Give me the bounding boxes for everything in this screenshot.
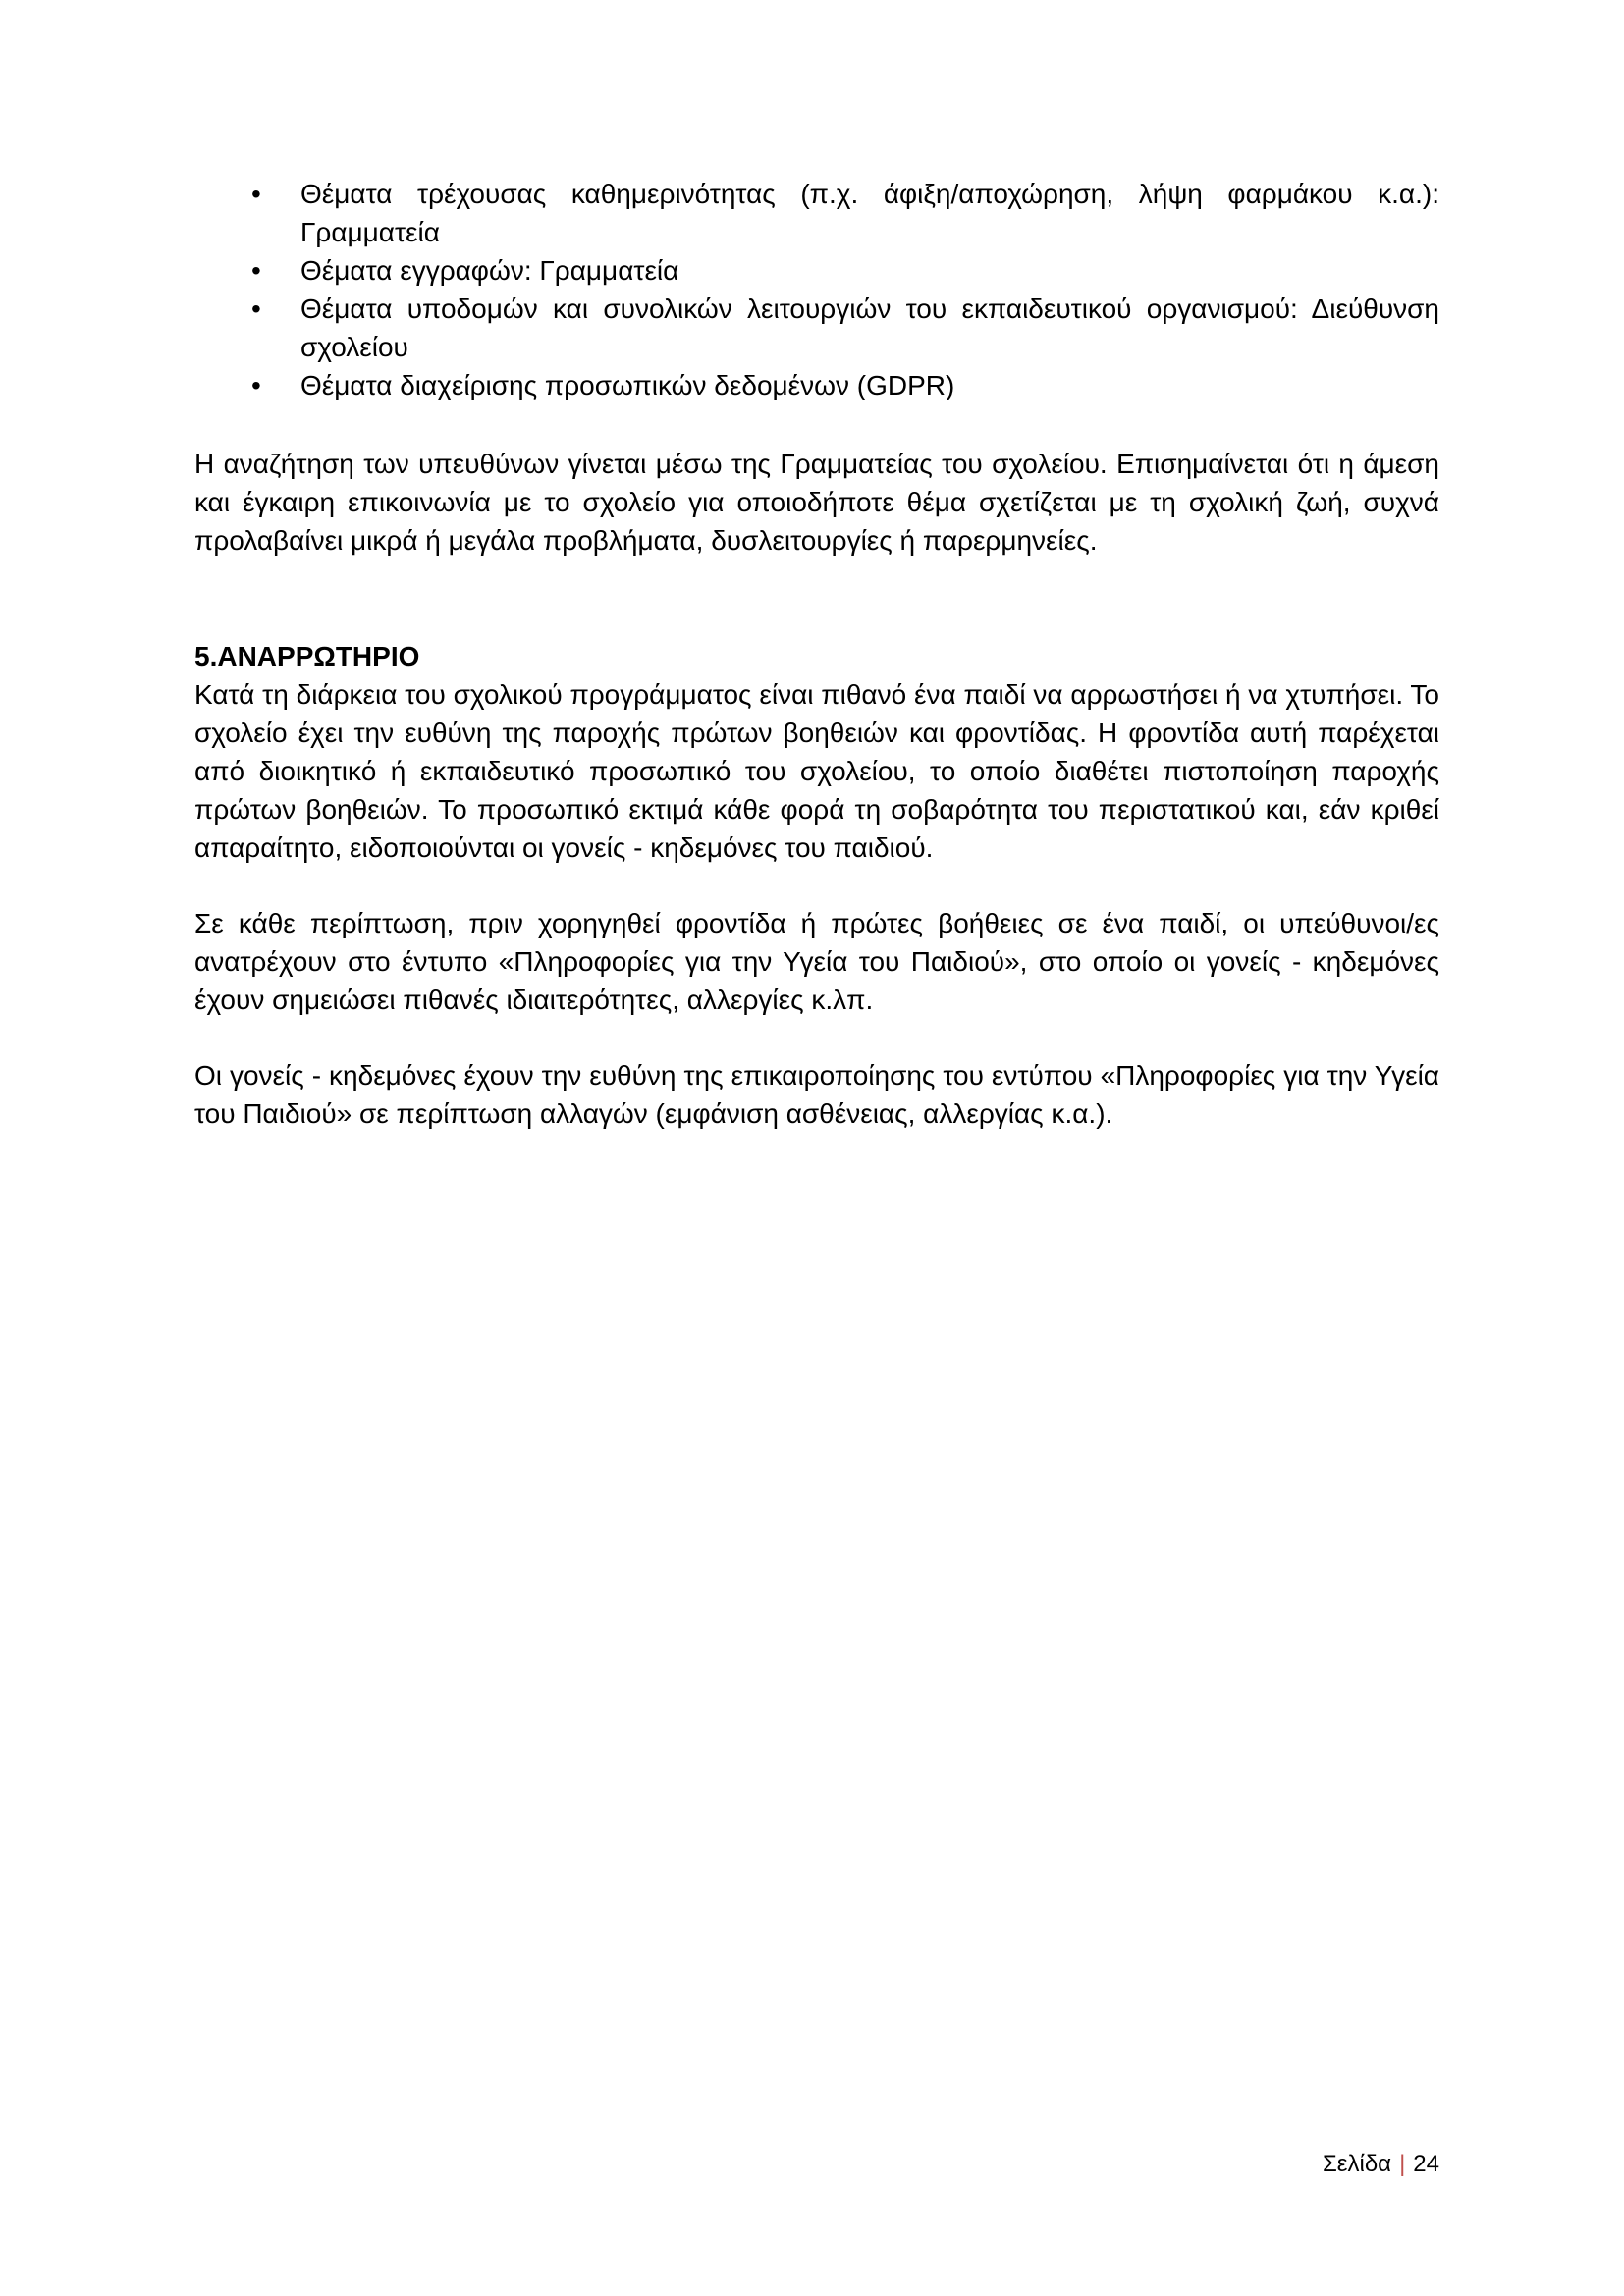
footer-separator: | bbox=[1399, 2151, 1406, 2177]
section-paragraph-3: Οι γονείς - κηδεμόνες έχουν την ευθύνη της επικαιροποίησης του εντύπου «Πληροφορίες για την Υγεία του Παιδιού» σε περίπτωση αλλαγών (εμφάνιση ασθένειας, αλλεργίας κ.α.). bbox=[194, 1060, 1439, 1129]
bullet-icon: • bbox=[251, 255, 261, 286]
bullet-icon: • bbox=[251, 370, 261, 400]
list-item bbox=[194, 251, 1439, 290]
list-item bbox=[194, 290, 1439, 366]
bullet-icon: • bbox=[251, 294, 261, 324]
list-item-text: Θέματα υποδομών και συνολικών λειτουργιών του εκπαιδευτικού οργανισμού: Διεύθυνση σχολείου bbox=[300, 294, 1439, 362]
section-paragraph-1: Κατά τη διάρκεια του σχολικού προγράμματος είναι πιθανό ένα παιδί να αρρωστήσει ή να χτυπήσει. Το σχολείο έχει την ευθύνη της παροχής πρώτων βοηθειών και φροντίδας. Η φροντίδα αυτή παρέχεται από διοικητικό ή εκπαιδευτικό προσωπικό του σχολείου, το οποίο διαθέτει πιστοποίηση παροχής πρώτων βοηθειών. Το προσωπικό εκτιμά κάθε φορά τη σοβαρότητα του περιστατικού και, εάν κριθεί απαραίτητο, ειδοποιούνται οι γονείς - κηδεμόνες του παιδιού. bbox=[194, 679, 1439, 863]
list-item-text: Θέματα εγγραφών: Γραμματεία bbox=[300, 255, 679, 286]
footer-page-label: Σελίδα bbox=[1322, 2151, 1392, 2177]
list-item bbox=[194, 366, 1439, 404]
intro-paragraph: Η αναζήτηση των υπευθύνων γίνεται μέσω της Γραμματείας του σχολείου. Επισημαίνεται ότι η άμεση και έγκαιρη επικοινωνία με το σχολείο για οποιοδήποτε θέμα σχετίζεται με τη σχολική ζωή, συχνά προλαβαίνει μικρά ή μεγάλα προβλήματα, δυσλειτουργίες ή παρερμηνείες. bbox=[194, 449, 1439, 556]
list-item-text: Θέματα διαχείρισης προσωπικών δεδομένων (GDPR) bbox=[300, 370, 955, 400]
section-paragraph-2: Σε κάθε περίπτωση, πριν χορηγηθεί φροντίδα ή πρώτες βοήθειες σε ένα παιδί, οι υπεύθυνοι/ες ανατρέχουν στο έντυπο «Πληροφορίες για την Υγεία του Παιδιού», στο οποίο οι γονείς - κηδεμόνες έχουν σημειώσει πιθανές ιδιαιτερότητες, αλλεργίες κ.λπ. bbox=[194, 908, 1439, 1015]
page-content bbox=[194, 175, 1439, 1133]
bullet-icon: • bbox=[251, 179, 261, 209]
list-item bbox=[194, 175, 1439, 251]
footer-page-number: 24 bbox=[1413, 2151, 1439, 2177]
responsibility-list bbox=[194, 175, 1439, 404]
page-footer bbox=[1323, 2150, 1439, 2179]
list-item-text: Θέματα τρέχουσας καθημερινότητας (π.χ. άφιξη/αποχώρηση, λήψη φαρμάκου κ.α.): Γραμματεία bbox=[300, 179, 1439, 247]
section-heading: 5.ΑΝΑΡΡΩΤΗΡΙΟ bbox=[194, 641, 420, 671]
